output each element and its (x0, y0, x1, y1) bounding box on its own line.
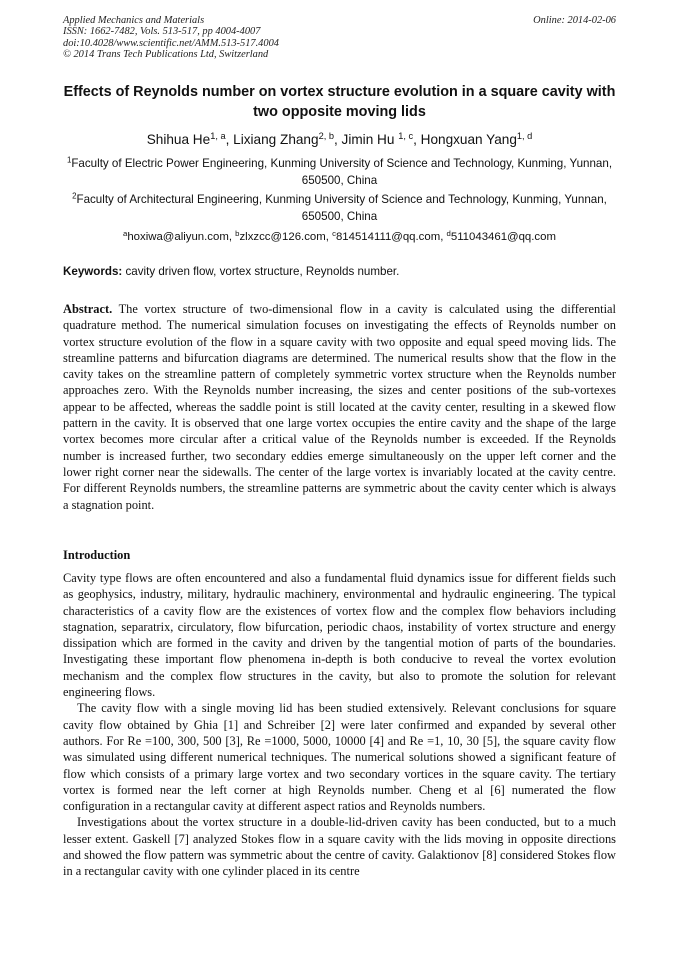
keywords (63, 264, 616, 280)
email-mark: b (235, 228, 240, 238)
email-address: hoxiwa@aliyun.com (127, 231, 229, 243)
affiliation-text: Faculty of Architectural Engineering, Kunming University of Science and Technology, Kunming, Yunnan, 650500, China (76, 193, 607, 223)
abstract (63, 301, 616, 513)
email-separator: , (325, 231, 333, 243)
issn-line: ISSN: 1662-7482, Vols. 513-517, pp 4004-4007 (63, 26, 261, 38)
author-separator: , (333, 132, 342, 147)
author-name: Lixiang Zhang (233, 132, 319, 147)
author-separator: , (413, 132, 421, 147)
affiliation-2 (63, 191, 616, 225)
keywords-label: Keywords: (63, 265, 123, 278)
abstract-text: The vortex structure of two-dimensional flow in a cavity is calculated using the differential quadrature method. The numerical simulation focuses on investigating the effects of Reynolds number on vortex structure evolution of the flow in a square cavity with two opposite and equal speed moving lids. The streamline patterns and bifurcation diagrams are determined. The numerical results show that the flow in the cavity takes on the streamline pattern of completely symmetric vortex structure when the Reynolds number approaches zero. With the Reynolds number increasing, the sizes and center positions of the sub-vortexes appear to be affected, whereas the saddle point is still located at the cavity center, resulting in a skewed flow pattern in the cavity. It is observed that one large vortex occupies the entire cavity and the shape of the large vortex becomes more circular after a critical value of the Reynolds number is exceeded. If the Reynolds number is increased further, two secondary eddies emerge simultaneously on the upper left corner and the lower right corner near the sidewalls. The center of the large vortex is invariably located at the cavity centre. For different Reynolds numbers, the streamline patterns are symmetric about the cavity center which is always a stagnation point. (63, 302, 616, 512)
journal-name: Applied Mechanics and Materials (63, 15, 205, 26)
paragraph: Investigations about the vortex structure in a double-lid-driven cavity has been conducted, but to a much lesser extent. Gaskell [7] analyzed Stokes flow in a square cavity with the lids moving in opposite directions and showed the flow pattern was symmetric about the centre of cavity. Galaktionov [8] considered Stokes flow in a rectangular cavity with one cylinder placed in its centre (63, 815, 616, 879)
email-mark: d (446, 228, 451, 238)
email-address: 511043461@qq.com (450, 231, 556, 243)
affiliation-mark: 2 (72, 191, 77, 201)
author-list (63, 131, 616, 149)
author-name: Hongxuan Yang (420, 132, 517, 147)
email-separator: , (228, 231, 236, 243)
doi-line: doi:10.4028/www.scientific.net/AMM.513-517.4004 (63, 37, 279, 49)
email-separator: , (440, 231, 447, 243)
introduction-body (63, 570, 616, 880)
section-heading-introduction: Introduction (63, 548, 131, 562)
online-date: Online: 2014-02-06 (533, 15, 616, 26)
author-separator: , (225, 132, 234, 147)
keywords-text: cavity driven flow, vortex structure, Reynolds number. (122, 265, 400, 278)
affiliation-text: Faculty of Electric Power Engineering, Kunming University of Science and Technology, Kunming, Yunnan, 650500, China (71, 157, 613, 187)
copyright-line: © 2014 Trans Tech Publications Ltd, Switzerland (63, 49, 269, 61)
email-address: zlxzcc@126.com (239, 231, 326, 243)
paragraph: The cavity flow with a single moving lid has been studied extensively. Relevant conclusions for square cavity flow obtained by Ghia [1] and Schreiber [2] were later confirmed and expanded by several other authors. For Re =100, 300, 500 [3], Re =1000, 5000, 10000 [4] and Re =1, 10, 30 [5], the square cavity flow was simulated using different numerical techniques. The numerical solutions showed a significant feature of flow which consists of a primary large vortex and two secondary vortices in the square cavity. The tertiary vortex is formed near the left corner at high Reynolds number. Cheng et al [6] numerated the flow configuration in a rectangular cavity at different aspect ratios and Reynolds numbers. (63, 701, 616, 814)
affiliation-mark: 1 (66, 155, 72, 165)
author-affiliation-mark: 2, b (318, 130, 334, 141)
author-affiliation-mark: 1, a (210, 130, 226, 141)
affiliation-1 (63, 155, 616, 189)
publication-header (63, 15, 616, 61)
paragraph: Cavity type flows are often encountered and also a fundamental fluid dynamics issue for different fields such as geophysics, industry, military, hydraulic machinery, environmental and hydraulic engineering. The typical characteristics of a cavity flow are the existences of vortex flow and the complex flow behaviors including stagnation, separatrix, circulatory, flow bifurcation, periodic chaos, instability of vortex structure and energy dissipation which are formed in the cavity and driven by the tangential motion of parts of the boundaries. Investigating these important flow phenomena in-depth is both conducive to reveal the vortex evolution mechanism and the complex flow structures in the cavity, but also to promote the solution for relevant engineering flows. (63, 571, 616, 700)
author-name: Shihua He (146, 132, 211, 147)
author-affiliation-mark: 1, d (516, 130, 533, 141)
author-emails (63, 229, 616, 245)
abstract-label: Abstract. (63, 302, 113, 316)
paper-title: Effects of Reynolds number on vortex structure evolution in a square cavity with two opposite moving lids (63, 84, 616, 120)
author-affiliation-mark: 1, c (398, 130, 414, 141)
email-address: 814514111@qq.com (335, 231, 441, 243)
author-name: Jimin Hu (341, 132, 399, 147)
email-mark: a (123, 228, 128, 238)
email-mark: c (332, 228, 336, 238)
